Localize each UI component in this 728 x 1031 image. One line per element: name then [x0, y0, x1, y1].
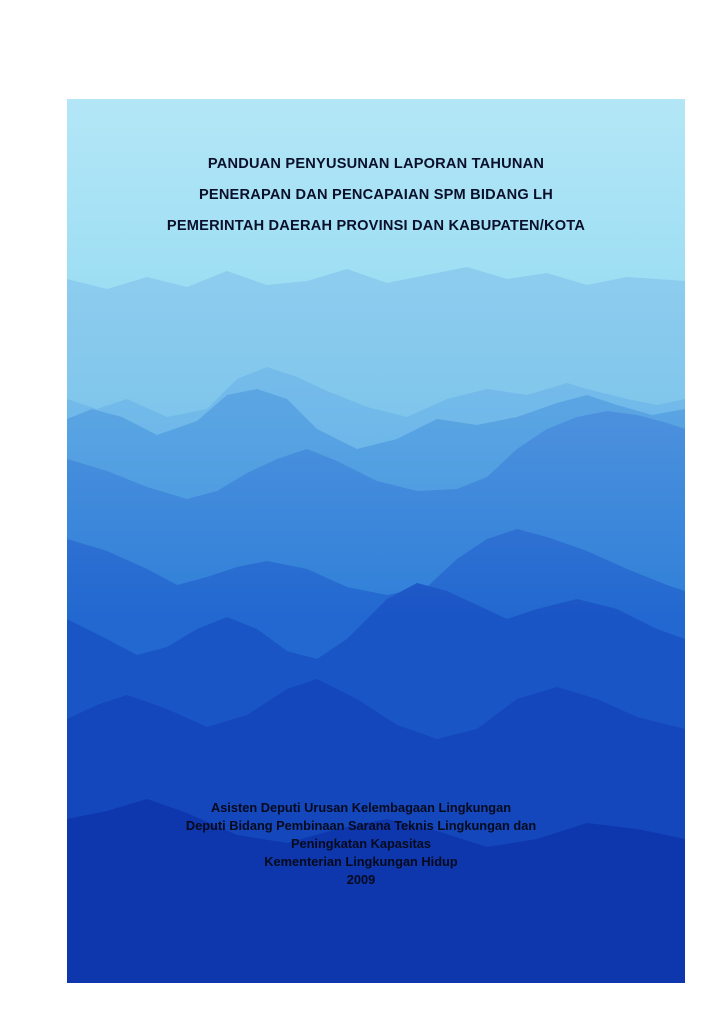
publication-year: 2009	[346, 872, 376, 887]
title-line-3: PEMERINTAH DAERAH PROVINSI DAN KABUPATEN/KOTA	[166, 218, 586, 234]
issuer-line-2: Deputi Bidang Pembinaan Sarana Teknis Lingkungan dan	[185, 818, 537, 833]
issuer-line-4: Kementerian Lingkungan Hidup	[264, 854, 458, 869]
issuer-line-3: Peningkatan Kapasitas	[290, 836, 432, 851]
issuer-line-1: Asisten Deputi Urusan Kelembagaan Lingkungan	[210, 800, 512, 815]
document-title	[67, 149, 685, 242]
issuer-block	[67, 799, 655, 889]
title-line-2: PENERAPAN DAN PENCAPAIAN SPM BIDANG LH	[198, 187, 554, 203]
cover-page	[67, 99, 685, 983]
title-line-1: PANDUAN PENYUSUNAN LAPORAN TAHUNAN	[207, 156, 545, 172]
